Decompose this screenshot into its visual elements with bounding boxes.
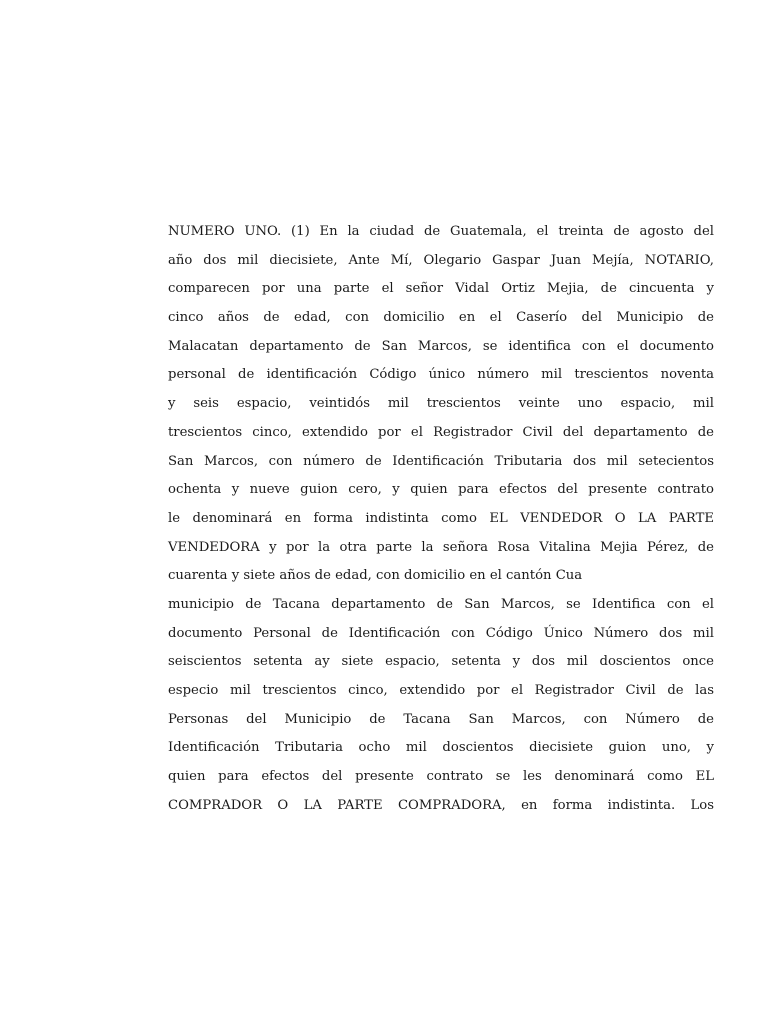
text-line-10: ochenta y nueve guion cero, y quien para efectos del presente contrato	[168, 482, 714, 498]
text-line-9: San Marcos, con número de Identificación Tributaria dos mil setecientos	[168, 453, 714, 469]
text-line-16: seiscientos setenta ay siete espacio, setenta y dos mil doscientos once	[168, 654, 714, 670]
text-line-21: COMPRADOR O LA PARTE COMPRADORA, en forma indistinta. Los	[168, 797, 714, 813]
text-line-2: año dos mil diecisiete, Ante Mí, Olegario Gaspar Juan Mejía, NOTARIO,	[168, 252, 714, 268]
text-line-12: VENDEDORA y por la otra parte la señora Rosa Vitalina Mejia Pérez, de	[168, 539, 714, 555]
text-line-14: municipio de Tacana departamento de San Marcos, se Identifica con el	[168, 596, 714, 612]
text-line-8: trescientos cinco, extendido por el Registrador Civil del departamento de	[168, 424, 714, 440]
text-line-7: y seis espacio, veintidós mil trescientos veinte uno espacio, mil	[168, 396, 714, 412]
text-line-5: Malacatan departamento de San Marcos, se identifica con el documento	[168, 338, 714, 354]
text-line-11: le denominará en forma indistinta como EL VENDEDOR O LA PARTE	[168, 510, 714, 526]
text-line-15: documento Personal de Identificación con Código Único Número dos mil	[168, 625, 714, 641]
text-line-19: Identificación Tributaria ocho mil doscientos diecisiete guion uno, y	[168, 740, 714, 756]
text-line-20: quien para efectos del presente contrato se les denominará como EL	[168, 769, 714, 785]
notarial-text	[168, 218, 714, 820]
text-line-17: especio mil trescientos cinco, extendido por el Registrador Civil de las	[168, 683, 714, 698]
text-line-13: cuarenta y siete años de edad, con domicilio en el cantón Cua	[168, 568, 583, 584]
text-line-18: Personas del Municipio de Tacana San Marcos, con Número de	[168, 711, 714, 727]
text-line-3: comparecen por una parte el señor Vidal Ortiz Mejia, de cincuenta y	[168, 281, 714, 297]
text-line-6: personal de identificación Código único número mil trescientos noventa	[168, 367, 714, 383]
text-line-4: cinco años de edad, con domicilio en el Caserío del Municipio de	[168, 310, 714, 326]
text-line-1: NUMERO UNO. (1) En la ciudad de Guatemala, el treinta de agosto del	[168, 224, 714, 239]
